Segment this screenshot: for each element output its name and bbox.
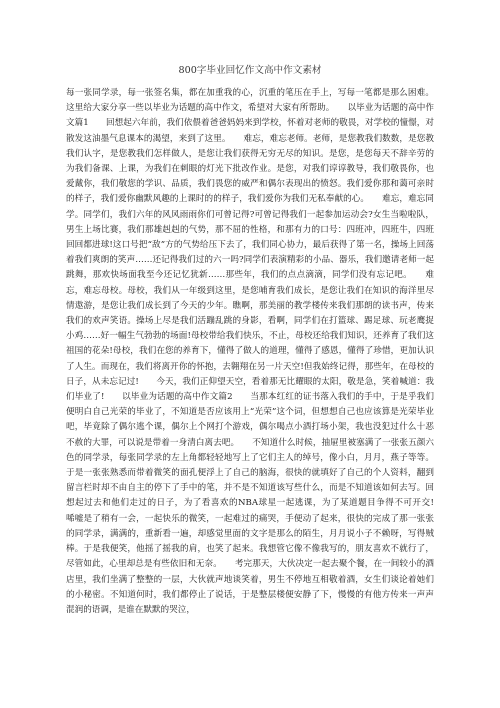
document-title: 800字毕业回忆作文高中作文素材: [178, 65, 322, 76]
document-body: 每一张同学录，每一张签名集，都在加重我的心，沉重的笔压在手上，写每一笔都是那么困难。这里给大家分享一些以毕业为话题的高中作文，希望对大家有所帮助。 以毕业为话题的高中作文篇1 回想起六年前，我们依偎着爸爸妈妈来到学校，怀着对老师的敬畏，对学校的憧憬，对散发这油墨气息课本的渴望，来到了这里。 难忘，难忘老师。老师，是您教我们数数，是您教我们认字，是您教我们怎样做人，是您让我们获得无穷无尽的知识。是您，是您每天不辞辛劳的为我们备课、上课，为我们在刺眼的灯光下批改作业。是您，对我们谆谆教导，我们敬畏你，也爱戴你，我们敬您的学识、品质，我们畏您的威严和偶尔表现出的愤怒。我们爱你那和蔼可亲时的样子，我们爱你幽默风趣的上课时的的样子，我们爱你为我们无私奉献的心。 难忘，难忘同学。同学们，我们六年的风风雨雨你们可曾记得?可曾记得我们一起参加运动会?女生当啦啦队，男生上场比赛，我们那雄赳赳的气势，那不屈的性格，和那有力的口号：四班冲，四班牛，四班回回都进球!这口号把“敌”方的气势给压下去了，我们同心协力，最后获得了第一名，操场上回荡着我们爽朗的笑声……还记得我们过的六一吗?同学们表演精彩的小品、器乐，我们邀请老师一起跳舞，那欢快场面我至今还记忆犹新……那些年，我们的点点滴滴，同学们没有忘记吧。 难忘，难忘母校。母校，我们从一年级到这里，是您哺育我们成长，是您让我们在知识的海洋里尽情遨游，是您让我们成长到了今天的少年。瞧啊，那美丽的教学楼传来我们那朗的读书声，传来我们的欢声笑语。操场上尽是我们活蹦乱跳的身影，看啊，同学们在打篮球、踢足球、玩老鹰捉小鸡……好一幅生气勃勃的场面!母校带给我们快乐，不止，母校还给我们知识，还养育了我们这祖国的花朵!母校，我们在您的养育下，懂得了做人的道理，懂得了感恩，懂得了珍惜，更加认识了人生。而现在，我们将离开你的怀抱，去翱翔在另一片天空!但我始终记得，那些年，在母校的日子，从未忘记过! 今天，我们正仰望天空，看着那无比耀眼的太阳，敬是急，笑着喊道：我们毕业了! 以毕业为话题的高中作文篇2 当那本红红的证书落入我们的手中，于是乎我们便明白自己光荣的毕业了，不知道是否应该用上“光荣”这个词，但想想自己也应该算是光荣毕业吧，毕竟除了偶尔逃个课，偶尔上个网打个游戏，偶尔喝点小酒打场小架，我也没犯过什么十恶不赦的大罪，可以说是带着一身清白离去吧。 不知道什么时候，抽屉里被塞满了一张张五颜六色的同学录，每张同学录的左上角都轻轻地写上了它们主人的绰号，像小白，月月，燕子等等。于是一张张熟悉而带着微笑的面孔便浮上了自己的脑海，很快的就填好了自己的个人资料，翻到留言栏时却不由自主的停下了手中的笔，并不是不知道该写些什么，而是不知道该如何去写。回想起过去和他们走过的日子，为了看喜欢的NBA球星一起逃课，为了某道题目争得不可开交! 唏嘘是了稍有一会，一起快乐的微笑，一起难过的痛哭，手便动了起来，很快的完成了那一张张的同学录，满满的，重新看一遍，却感觉里面的文字是那么的陌生，月月说小子不赖呀，写得贼棒。于是我便笑，他摇了摇我的肩，也笑了起来。我想管它像不像我写的，朋友喜欢不就行了，尽管如此，心里却总是有些依旧和无奈。 考完那天，大伙决定一起去聚个餐，在一间较小的酒店里，我们坐满了整整的一层，大伙就声地谈笑着，男生不停地互相敬着酒，女生们谈论着她们的小秘密。不知道何时，我们都停止了说话，于是整层楼便安静了下，慢慢的有他方传来一声声混润的语调，是谁在默默的哭泣，: [66, 88, 452, 615]
